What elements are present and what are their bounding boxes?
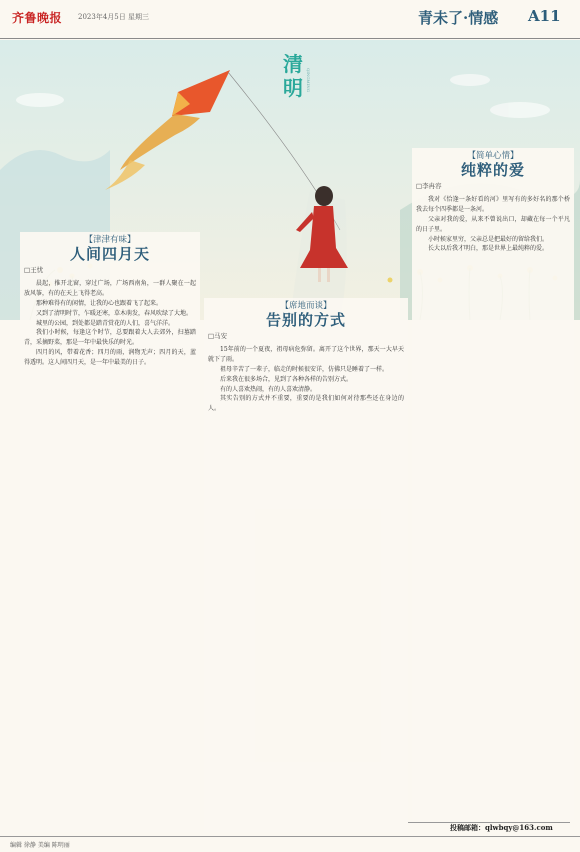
article-2-paragraph: 有的人喜欢热闹，有的人喜欢清静。 (220, 385, 317, 393)
section-title: 青未了·情感 (418, 9, 499, 27)
article-2-tag: 【席地而谈】 (280, 301, 332, 311)
article-3-paragraph: 我对《恰逢一条好看的河》里写有的多好名的那个桥我去每个四季都是一条河。 (416, 196, 570, 214)
submission-email: 投稿邮箱：qlwbqy@163.com (450, 823, 553, 832)
page-number: A11 (528, 7, 561, 25)
article-2-author: □马安 (208, 331, 228, 340)
banner-title-char: 明 (283, 76, 303, 100)
article-1-author: □王忧 (24, 265, 44, 274)
article-3 (412, 148, 574, 820)
article-1 (20, 232, 200, 832)
article-1-paragraph: 我们小时候，每逢这个时节，总要跟着大人去郊外，扫墓踏青，采摘野菜，那是一年中最快乐的时光。 (24, 329, 196, 347)
article-3-paragraph: 长大以后我才明白，那是世界上最纯粹的爱。 (428, 245, 549, 253)
article-2-paragraph: 祖母辛苦了一辈子，临走的时候很安详，仿佛只是睡着了一样。 (220, 365, 389, 373)
article-2-paragraph: 15年前的一个夏夜，祖母病危弥留。离开了这个世界，那天一大早天就下了雨。 (208, 346, 404, 364)
article-3-title: 纯粹的爱 (460, 160, 525, 179)
article-1-paragraph: 四月的风，带着花香；四月的雨，润物无声；四月的天，蓝得透明。这人间四月天，是一年中最美的日子。 (24, 348, 196, 366)
banner-small-text: QINGMING (306, 68, 311, 92)
article-3-paragraph: 小时候家里穷，父亲总是把最好的留给我们。 (428, 235, 549, 243)
article-2-paragraph: 后来我在很多场合，见到了各种各样的告别方式。 (220, 375, 353, 383)
article-1-paragraph: 城里的公园，到处都是踏青赏花的人们，喜气洋洋。 (36, 319, 175, 327)
issue-date: 2023年4月5日 星期三 (78, 13, 149, 21)
article-1-paragraph: 晨起，推开北窗，穿过广场，广场西南角，一群人聚在一起放风筝，有的在天上飞得老高。 (24, 280, 196, 298)
article-1-paragraph: 那种难得有的闲情，让我的心也跟着飞了起来。 (36, 299, 163, 307)
article-2 (204, 298, 408, 832)
editor-credits: 编辑 徐静 美编 陈明丽 (10, 842, 70, 849)
article-3-paragraph: 父亲对我的爱，从来不曾说出口，却藏在每一个平凡的日子里。 (416, 215, 570, 233)
page-footer (0, 840, 580, 852)
banner-title (283, 52, 301, 100)
footer-divider (0, 836, 580, 837)
page-header (0, 0, 580, 39)
article-2-title: 告别的方式 (265, 310, 346, 329)
article-3-tag: 【简单心情】 (467, 151, 519, 161)
article-1-paragraph: 又到了清明时节，乍暖还寒，草木萌发，春风吹绿了大地。 (36, 309, 193, 317)
banner-title-char: 清 (283, 52, 303, 76)
article-3-author: □李冉容 (416, 181, 442, 190)
article-1-tag: 【津津有味】 (84, 235, 136, 245)
newspaper-logo: 齐鲁晚报 (12, 11, 63, 25)
article-1-title: 人间四月天 (69, 244, 150, 263)
article-2-paragraph: 其实告别的方式并不重要，重要的是我们如何对待那些还在身边的人。 (208, 395, 404, 413)
